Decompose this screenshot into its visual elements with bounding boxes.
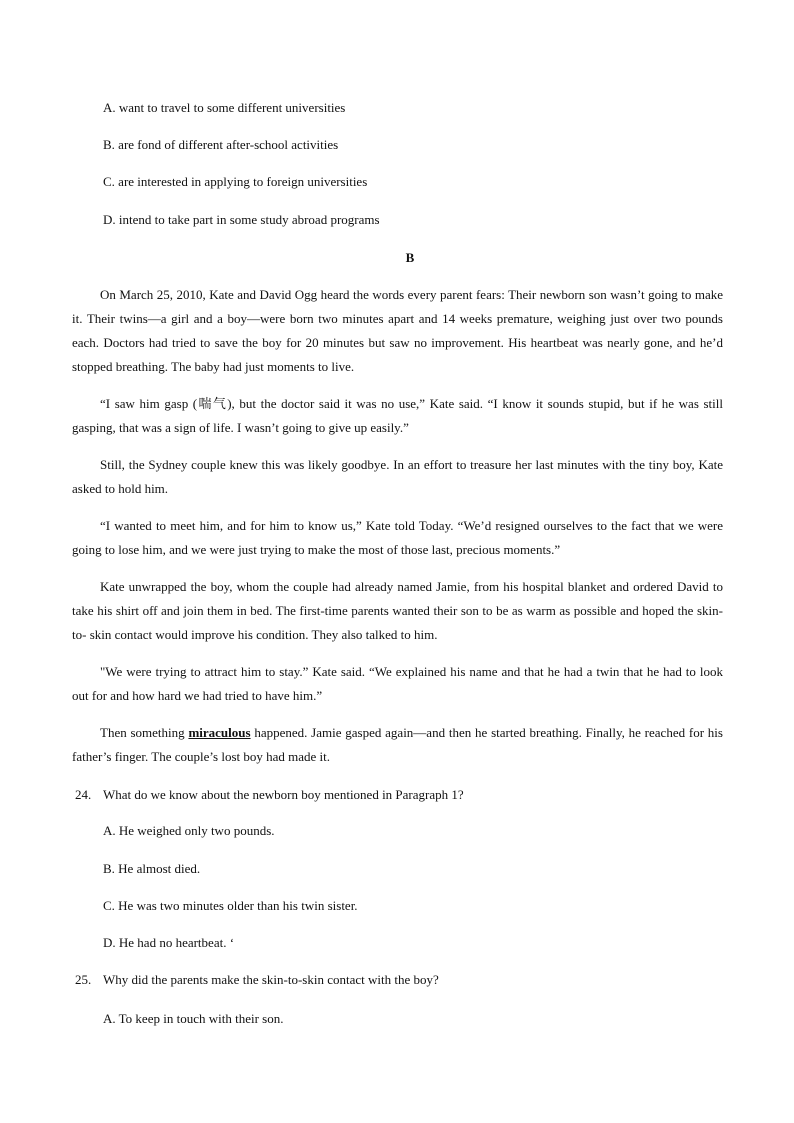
- passage-paragraph-4: “I wanted to meet him, and for him to know us,” Kate told Today. “We’d resigned ourselves to the fact that we were going to lose him, and we were just trying to make the most of those last, precious moments.”: [72, 518, 723, 557]
- question-text: Why did the parents make the skin-to-skin contact with the boy?: [103, 972, 439, 987]
- passage-paragraph-6: "We were trying to attract him to stay.” Kate said. “We explained his name and that he had a twin that he had to look out for and how hard we had tried to have him.”: [72, 664, 723, 703]
- section-heading: B: [405, 250, 415, 265]
- keyword-miraculous: miraculous: [188, 725, 251, 740]
- passage-paragraph-7: [72, 721, 723, 769]
- option-d: D. intend to take part in some study abroad programs: [103, 212, 380, 227]
- question-number: 24.: [75, 787, 92, 802]
- passage-paragraph-5: Kate unwrapped the boy, whom the couple had already named Jamie, from his hospital blanket and ordered David to take his shirt off and join them in bed. The first-time parents wanted their son to be as warm as possible and hoped the skin-to- skin contact would improve his condition. They also talked to him.: [72, 579, 723, 642]
- question-number: 25.: [75, 972, 92, 987]
- q24-option-b: B. He almost died.: [103, 861, 201, 876]
- question-25: [75, 972, 439, 988]
- question-24: [75, 787, 464, 803]
- q24-option-c: C. He was two minutes older than his twin sister.: [103, 898, 358, 913]
- paragraph-text: Then something: [100, 725, 189, 740]
- passage-paragraph-2: “I saw him gasp (喘气), but the doctor said it was no use,” Kate said. “I know it sounds stupid, but if he was still gasping, that was a sign of life. I wasn’t going to give up easily.”: [72, 396, 723, 435]
- q24-option-d: D. He had no heartbeat. ‘: [103, 935, 235, 950]
- option-c: C. are interested in applying to foreign universities: [103, 174, 368, 189]
- option-a: A. want to travel to some different universities: [103, 100, 346, 115]
- q25-option-a: A. To keep in touch with their son.: [103, 1011, 284, 1026]
- passage-paragraph-1: On March 25, 2010, Kate and David Ogg heard the words every parent fears: Their newborn son wasn’t going to make it. Their twins—a girl and a boy—were born two minutes apart and 14 weeks premature, weighing just over two pounds each. Doctors had tried to save the boy for 20 minutes but saw no improvement. His heartbeat was nearly gone, and he’d stopped breathing. The baby had just moments to live.: [72, 287, 723, 374]
- q24-option-a: A. He weighed only two pounds.: [103, 823, 275, 838]
- passage-paragraph-3: Still, the Sydney couple knew this was likely goodbye. In an effort to treasure her last minutes with the tiny boy, Kate asked to hold him.: [72, 457, 723, 496]
- paragraph-text: happened. Jamie gasped again—and then he started breathing. Finally, he reached for his father’s finger. The couple’s lost boy had made it.: [72, 725, 723, 764]
- question-text: What do we know about the newborn boy mentioned in Paragraph 1?: [103, 787, 464, 802]
- option-b: B. are fond of different after-school activities: [103, 137, 339, 152]
